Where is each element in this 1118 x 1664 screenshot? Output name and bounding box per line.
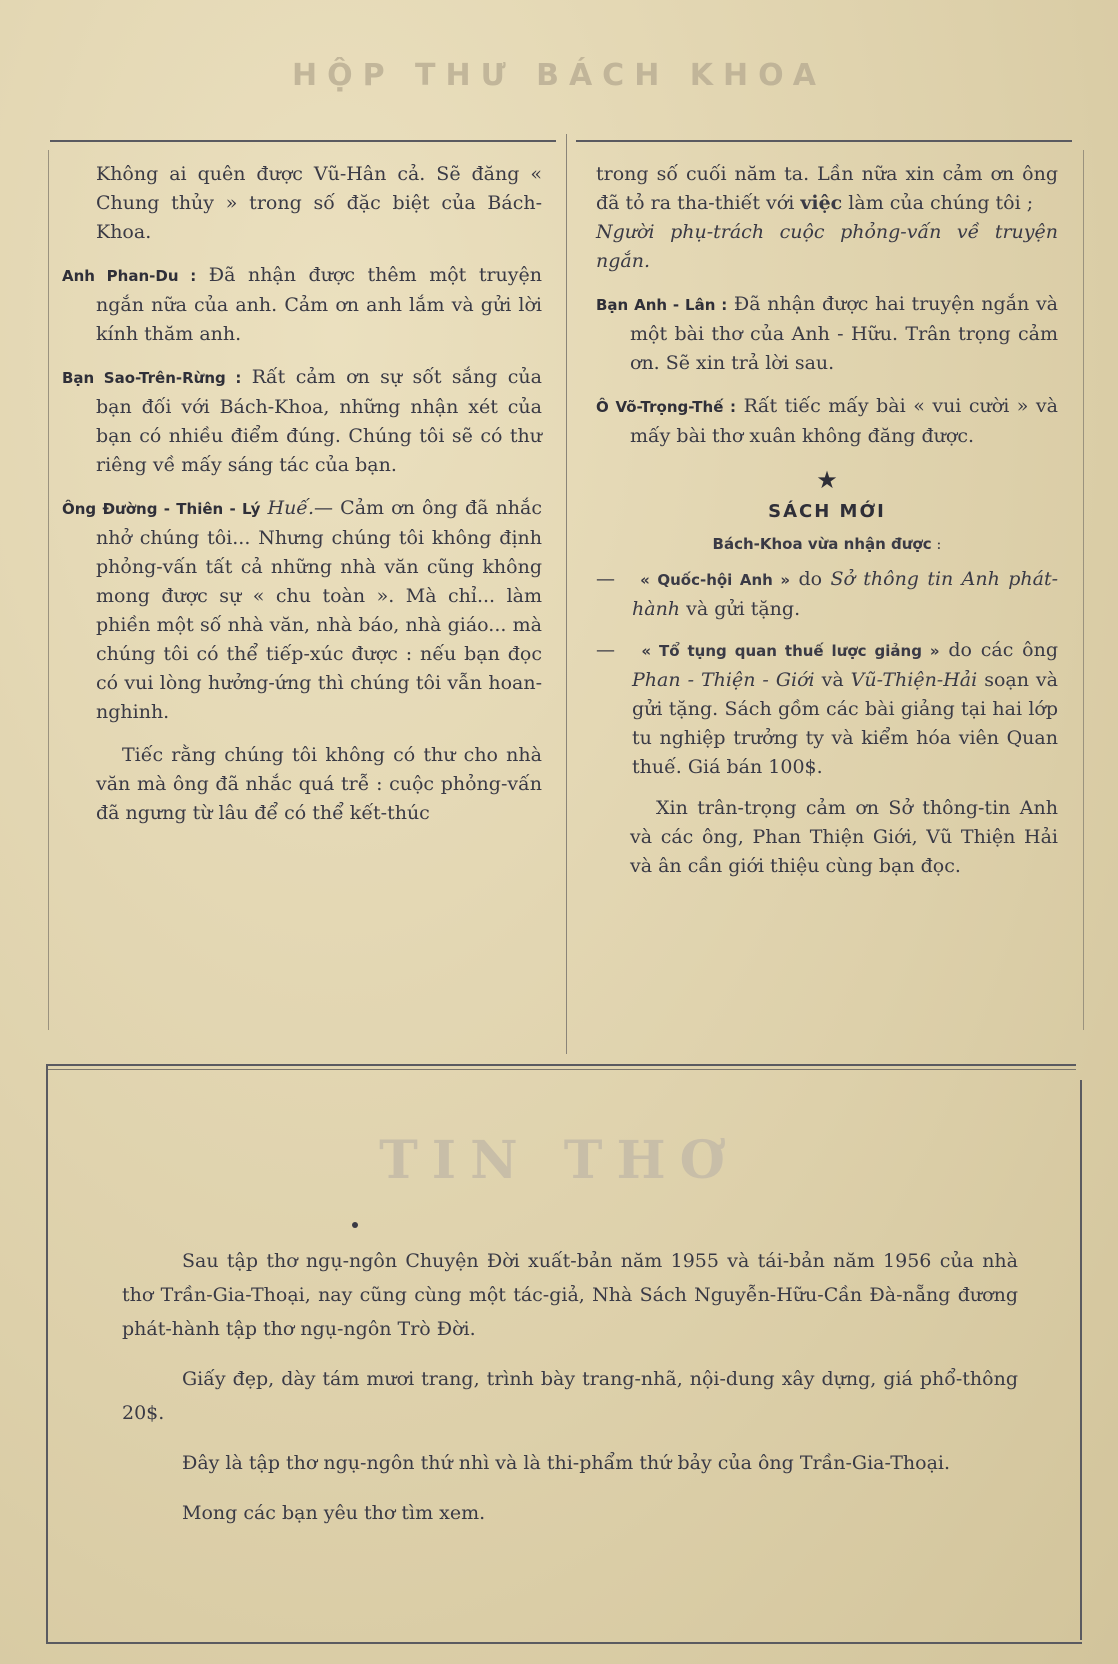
entry-place: Huế.	[267, 497, 315, 519]
book-item-quoc-hoi-anh: — « Quốc-hội Anh » do Sở thông tin Anh phát-hành và gửi tặng.	[596, 568, 1058, 620]
right-border	[1083, 150, 1084, 1030]
entry-name: Ông Đường - Thiên - Lý	[62, 500, 261, 518]
entry-name: Bạn Anh - Lân :	[596, 296, 728, 314]
books-intro: Bách-Khoa vừa nhận được :	[712, 535, 942, 553]
letter-entry-anh-lan	[596, 290, 1058, 378]
letter-entry-duong-thien-ly	[62, 494, 542, 727]
tin-tho-paragraph: Đây là tập thơ ngụ-ngôn thứ nhì và là thi-phẩm thứ bảy của ông Trần-Gia-Thoại.	[182, 1452, 951, 1474]
left-column	[62, 160, 542, 842]
entry-text: Đã nhận được hai truyện ngắn và một bài thơ của Anh - Hữu. Trân trọng cảm ơn. Sẽ xin trả lời sau.	[630, 293, 1059, 374]
tin-tho-paragraph: Mong các bạn yêu thơ tìm xem.	[182, 1502, 486, 1524]
tin-tho-body	[122, 1244, 1018, 1546]
left-border	[48, 150, 49, 1030]
book-item-quan-thue: — « Tổ tụng quan thuế lược giảng » do các ông Phan - Thiện - Giới và Vũ-Thiện-Hải soạn và gửi tặng. Sách gồm các bài giảng tại hai lớp tu nghiệp trưởng ty và kiểm hóa viên Quan thuế. Giá bán 100$.	[596, 639, 1058, 778]
right-continuation: trong số cuối năm ta. Lần nữa xin cảm ơn ông đã tỏ ra tha-thiết với việc làm của chúng tôi ;	[596, 163, 1058, 214]
interview-signature: Người phụ-trách cuộc phỏng-vấn về truyện ngắn.	[596, 221, 1058, 272]
entry-text: Đã nhận được thêm một truyện ngắn nữa của anh. Cảm ơn anh lắm và gửi lời kính thăm anh.	[96, 264, 542, 345]
entry-name: Anh Phan-Du :	[62, 267, 197, 285]
entry-text: Rất tiếc mấy bài « vui cười » và mấy bài thơ xuân không đăng được.	[630, 395, 1058, 447]
entry-name: Ô Võ-Trọng-Thế :	[596, 398, 737, 416]
tin-tho-paragraph: Sau tập thơ ngụ-ngôn Chuyện Đời xuất-bản năm 1955 và tái-bản năm 1956 của nhà thơ Trần-Gia-Thoại, nay cũng cùng một tác-giả, Nhà Sách Nguyễn-Hữu-Cần Đà-nẵng đương phát-hành tập thơ ngụ-ngôn Trò Đời.	[122, 1250, 1018, 1340]
entry-text: — Cảm ơn ông đã nhắc nhở chúng tôi... Nhưng chúng tôi không định phỏng-vấn tất cả những nhà văn cũng không mong được sự « chu toàn ». Mà chỉ... làm phiền một số nhà văn, nhà báo, nhà giáo... mà chúng tôi có thể tiếp-xúc được : nếu bạn đọc có vui lòng hưởng-ứng thì chúng tôi vẫn hoan-nghinh.	[96, 497, 543, 723]
box-bottom-rule	[46, 1642, 1082, 1644]
entry-text: Rất cảm ơn sự sốt sắng của bạn đối với Bách-Khoa, những nhận xét của bạn có nhiều điểm đúng. Chúng tôi sẽ có thư riêng về mấy sáng tác của bạn.	[96, 366, 543, 476]
bullet-dot	[352, 1222, 358, 1228]
column-divider	[566, 134, 567, 1054]
letter-entry-phan-du	[62, 261, 542, 349]
letter-entry-sao-tren-rung	[62, 363, 542, 480]
star-icon: ★	[816, 466, 838, 494]
books-section-title: SÁCH MỚI	[768, 501, 886, 522]
left-intro: Không ai quên được Vũ-Hân cả. Sẽ đăng « Chung thủy » trong số đặc biệt của Bách-Khoa.	[96, 163, 542, 243]
box-top-rule-inner	[46, 1069, 1076, 1070]
left-column-top-rule	[50, 140, 556, 142]
page-header-title: HỘP THƯ BÁCH KHOA	[291, 58, 827, 93]
tin-tho-title: TIN THƠ	[379, 1130, 739, 1191]
tin-tho-paragraph: Giấy đẹp, dày tám mươi trang, trình bày trang-nhã, nội-dung xây dựng, giá phổ-thông 20$.	[122, 1368, 1018, 1424]
box-top-rule	[46, 1064, 1076, 1066]
entry-name: Bạn Sao-Trên-Rừng :	[62, 369, 242, 387]
right-column-top-rule	[576, 140, 1072, 142]
right-column	[596, 160, 1058, 895]
left-closing-paragraph: Tiếc rằng chúng tôi không có thư cho nhà văn mà ông đã nhắc quá trễ : cuộc phỏng-vấn đã ngưng từ lâu để có thể kết-thúc	[96, 744, 542, 824]
books-closing: Xin trân-trọng cảm ơn Sở thông-tin Anh và các ông, Phan Thiện Giới, Vũ Thiện Hải và ân cần giới thiệu cùng bạn đọc.	[630, 797, 1058, 877]
letter-entry-vo-trong-the	[596, 392, 1058, 451]
